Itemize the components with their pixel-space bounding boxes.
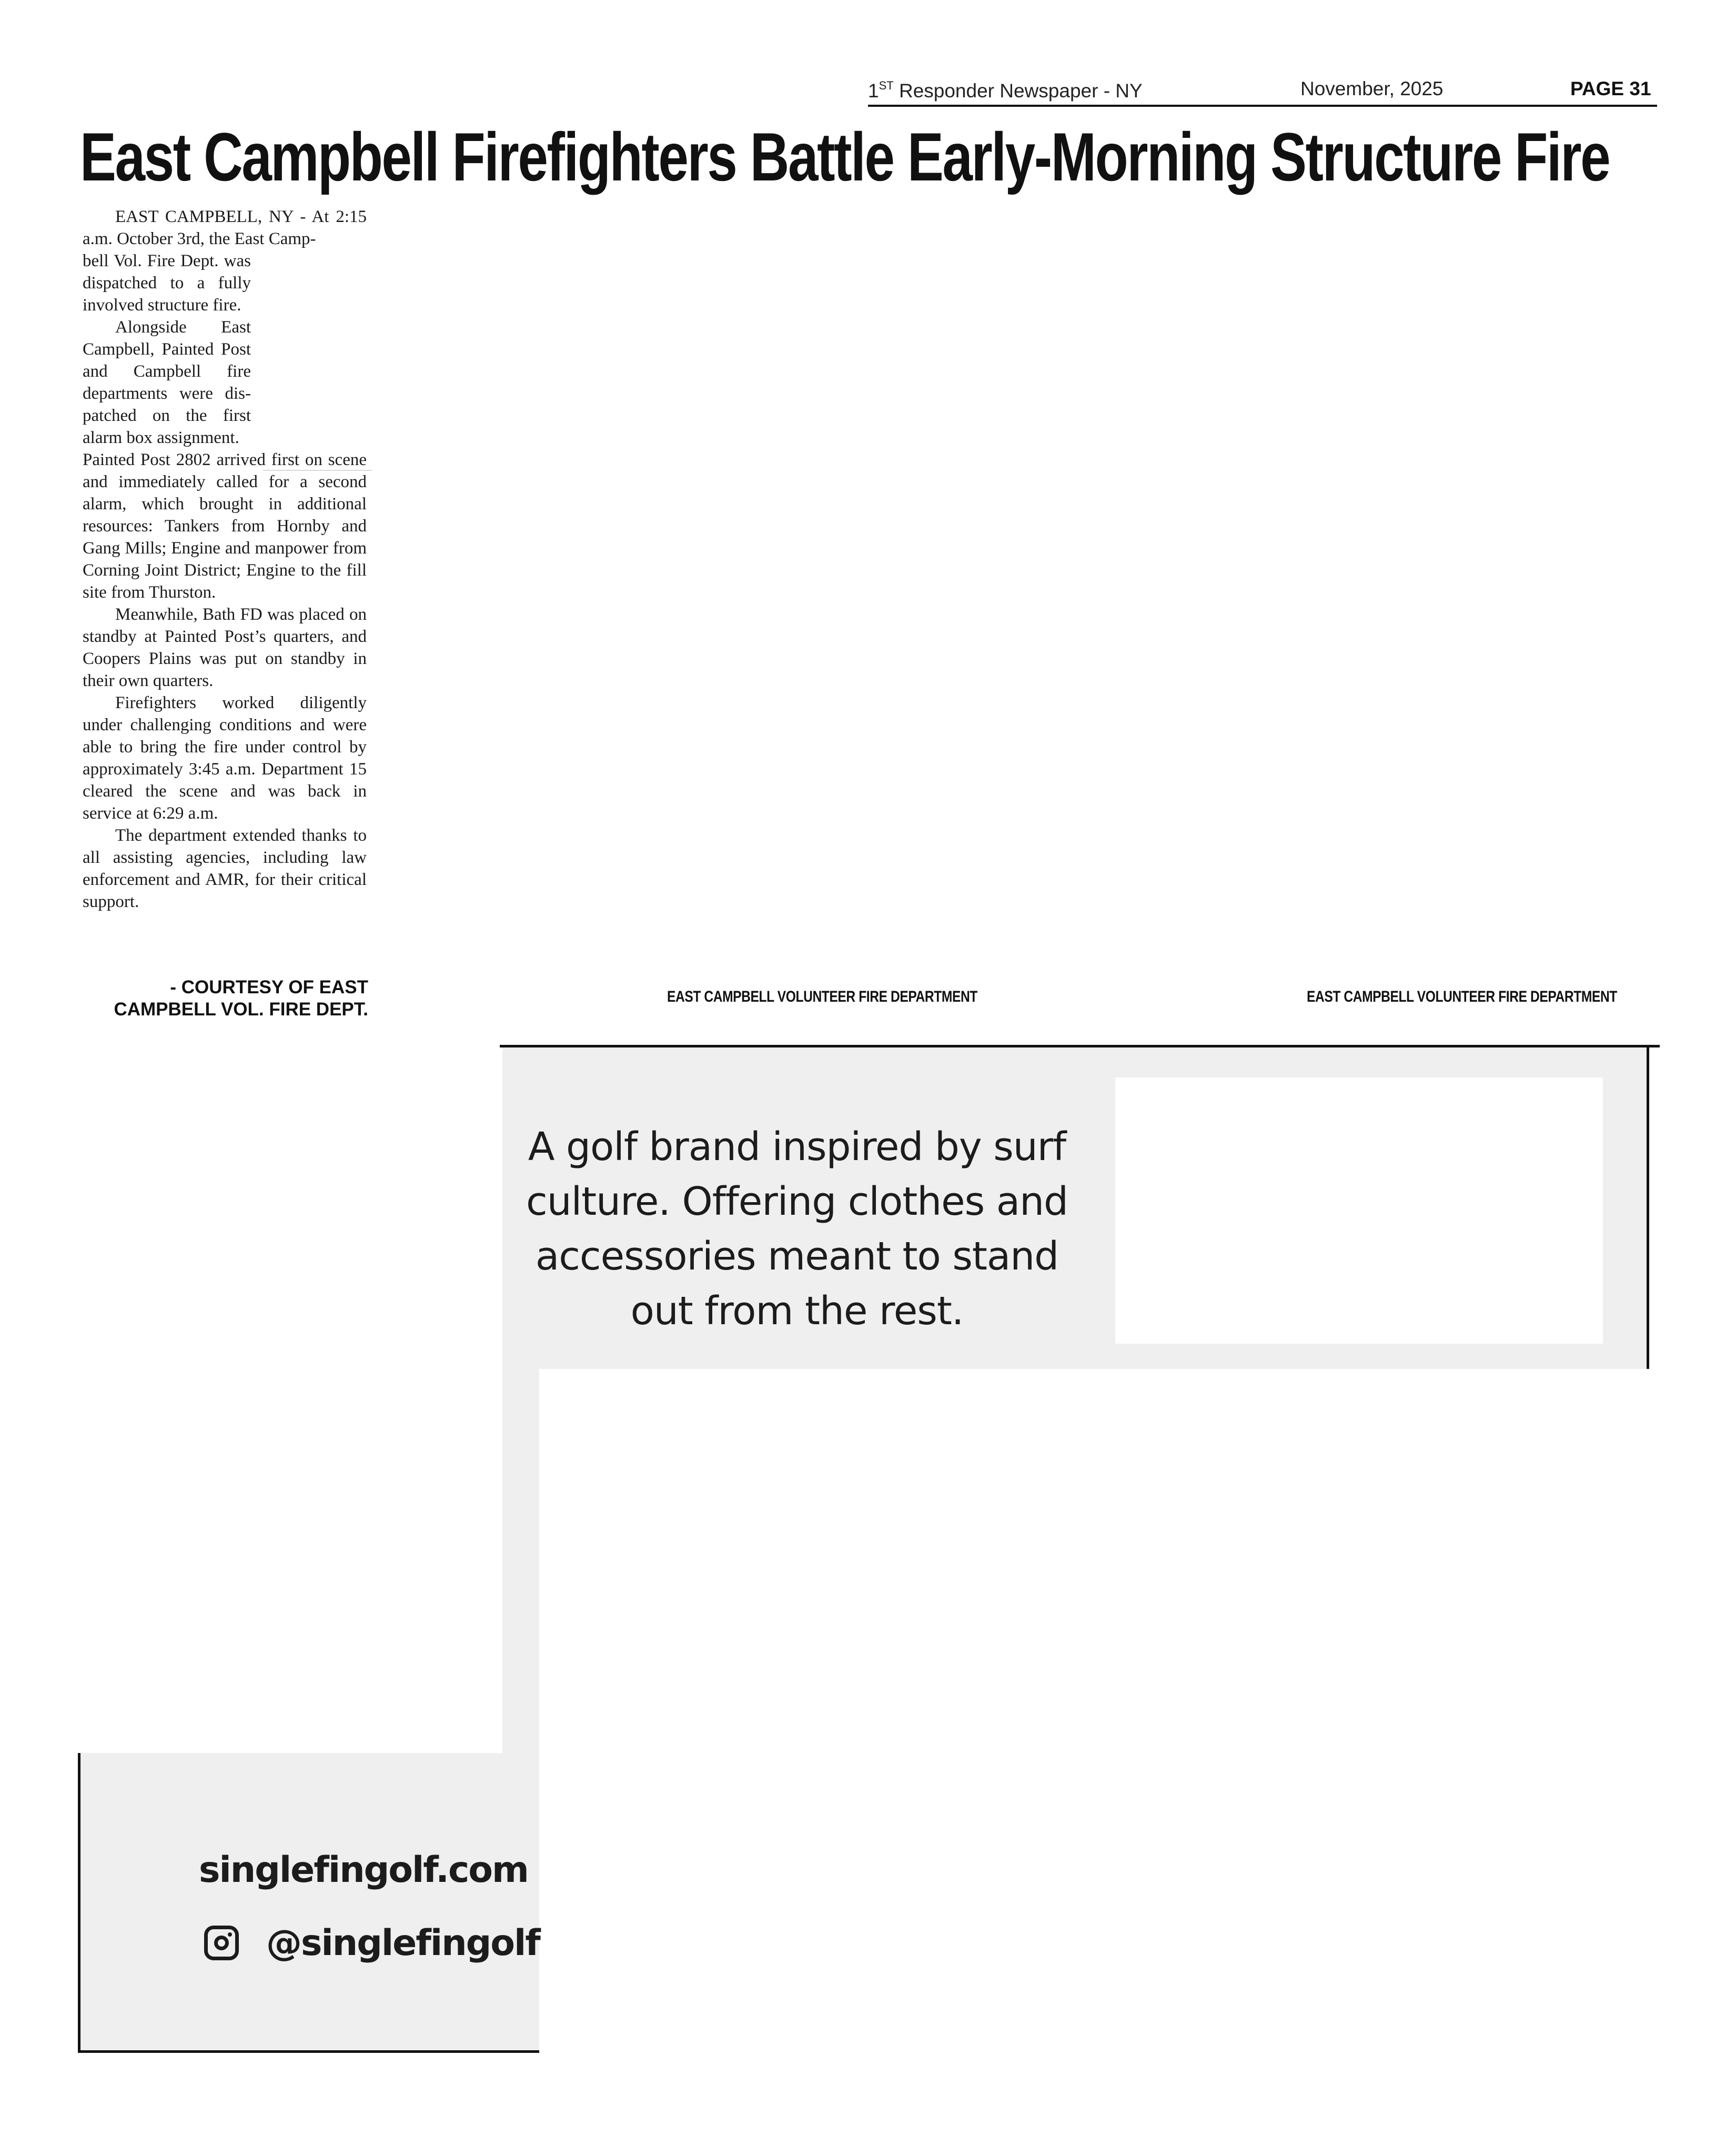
ad-social[interactable] [204, 1919, 540, 1967]
article-paragraph: Firefighters worked diligently under challenging conditions and were able to bring the fire under control by approximately 3:45 a.m. Department 15 cleared the scene and was back in service at 6:29 a.m. [83, 693, 367, 823]
instagram-icon [204, 1926, 239, 1960]
photo-credit: EAST CAMPBELL VOLUNTEER FIRE DEPARTMENT [667, 988, 977, 1005]
article-paragraph: Meanwhile, Bath FD was placed on standby at Painted Post’s quarters, and Coopers Plains was put on standby in their own quarters. [83, 605, 367, 690]
header-rule [868, 105, 1657, 107]
ad-tagline: A golf brand inspired by surf culture. Offering clothes and accessories meant to stand out from the rest. [526, 1124, 1068, 1334]
publication-name: 1ST Responder Newspaper - NY [868, 79, 1143, 102]
photo-credit: EAST CAMPBELL VOLUNTEER FIRE DEPARTMENT [1307, 988, 1617, 1005]
ad-border [500, 1045, 1660, 1047]
page-number: PAGE 31 [1570, 78, 1651, 99]
article-paragraph: bell Vol. Fire Dept. was dispatched to a fully involved structure fire. [83, 251, 251, 315]
ad-border [78, 2050, 539, 2053]
ad-background [80, 1753, 539, 2051]
photo-placeholder-rule [263, 470, 372, 471]
ad-background [502, 1369, 539, 1753]
article-headline: East Campbell Firefighters Battle Early-Morning Structure Fire [80, 118, 1610, 195]
article-courtesy [79, 976, 368, 1021]
article-paragraph: EAST CAMPBELL, NY - At 2:15 a.m. October 3rd, the East Camp- [83, 207, 367, 248]
article-body [83, 206, 367, 913]
article-paragraph: Alongside East Campbell, Painted Post and Campbell fire departments were dispatched on the first alarm box assignment. [83, 318, 251, 447]
ad-website[interactable]: singlefingolf.com [199, 1849, 528, 1891]
ad-logo-area [1115, 1077, 1603, 1344]
ad-border [78, 1753, 80, 2053]
issue-date: November, 2025 [1300, 78, 1444, 99]
ad-border [1647, 1045, 1649, 1369]
article-paragraph: The department extended thanks to all assisting agencies, including law enforcement and AMR, for their critical support. [83, 826, 367, 911]
ad-instagram-handle[interactable]: @singlefingolf [266, 1922, 540, 1964]
article-paragraph: Painted Post 2802 arrived first on scene and immediately called for a second alarm, which brought in additional resources: Tankers from Hornby and Gang Mills; Engine and manpower from Corning Joint District; Engine to the fill site from Thurston. [83, 450, 367, 602]
courtesy-line: - COURTESY OF EAST [170, 977, 368, 998]
article-narrow-block [83, 250, 251, 449]
courtesy-line: CAMPBELL VOL. FIRE DEPT. [114, 999, 368, 1020]
